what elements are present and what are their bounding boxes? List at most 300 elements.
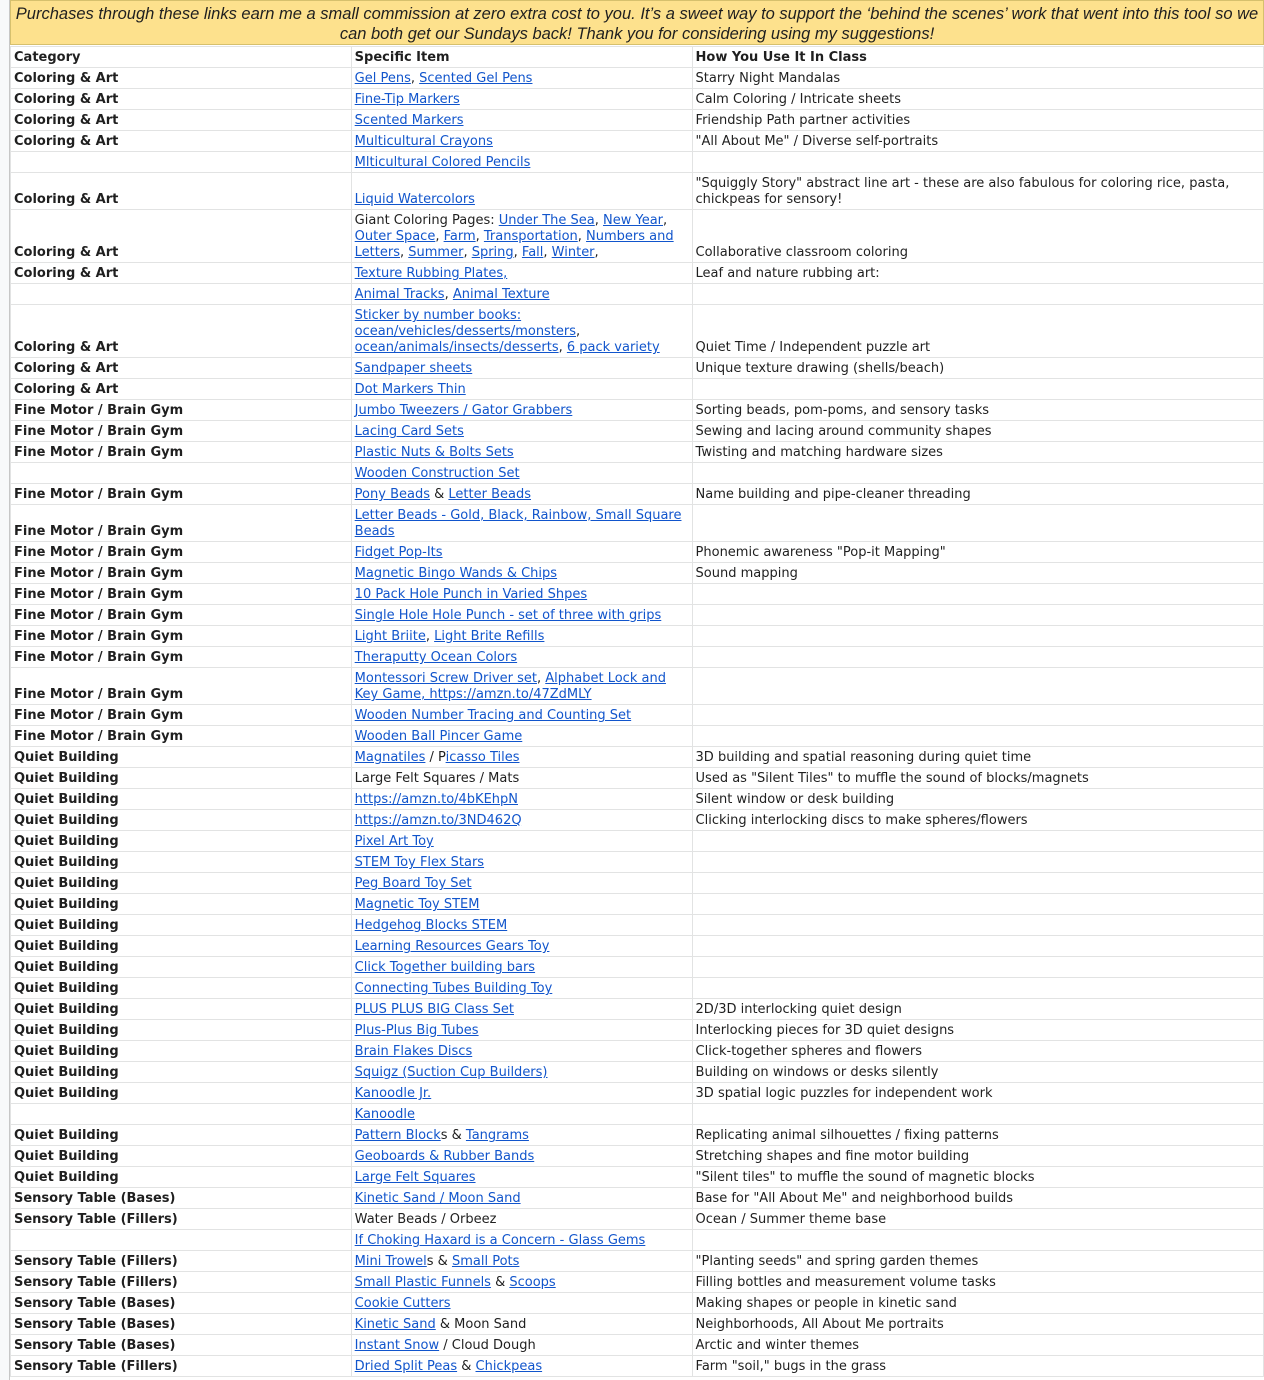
usage-cell: Arctic and winter themes — [692, 1335, 1263, 1356]
specific-item-cell — [351, 542, 692, 563]
item-text: & Moon Sand — [435, 1317, 527, 1332]
usage-cell: Collaborative classroom coloring — [692, 210, 1263, 263]
product-link[interactable]: Scoops — [509, 1275, 556, 1290]
item-text: , — [410, 71, 420, 86]
specific-item-cell — [351, 726, 692, 747]
product-link[interactable]: Wooden Ball Pincer Game — [354, 729, 523, 744]
product-link[interactable]: Small Plastic Funnels — [354, 1275, 491, 1290]
table-row — [11, 1209, 1264, 1230]
item-text: Large Felt Squares / Mats — [354, 771, 520, 786]
item-text: , — [663, 213, 668, 228]
specific-item-cell — [351, 210, 692, 263]
category-cell: Quiet Building — [11, 873, 352, 894]
specific-item-cell — [351, 789, 692, 810]
category-cell: Quiet Building — [11, 1041, 352, 1062]
category-cell: Quiet Building — [11, 1125, 352, 1146]
category-cell: Fine Motor / Brain Gym — [11, 647, 352, 668]
specific-item-cell — [351, 1125, 692, 1146]
product-link[interactable]: Animal Texture — [452, 287, 550, 302]
item-text: s & — [426, 1254, 452, 1269]
table-row — [11, 173, 1264, 210]
table-row — [11, 379, 1264, 400]
item-text: , — [463, 245, 472, 260]
specific-item-cell — [351, 1251, 692, 1272]
product-link[interactable]: Brain Flakes Discs — [354, 1044, 473, 1059]
table-row — [11, 626, 1264, 647]
table-row — [11, 305, 1264, 358]
table-row — [11, 89, 1264, 110]
usage-cell — [692, 463, 1263, 484]
specific-item-cell — [351, 563, 692, 584]
specific-item-cell — [351, 1020, 692, 1041]
product-link[interactable]: Sticker by number books: ocean/vehicles/desserts/monsters — [354, 308, 577, 339]
specific-item-cell — [351, 831, 692, 852]
category-cell: Fine Motor / Brain Gym — [11, 400, 352, 421]
table-row — [11, 957, 1264, 978]
usage-cell — [692, 936, 1263, 957]
item-text: Water Beads / Orbeez — [354, 1212, 497, 1227]
product-link[interactable]: ocean/animals/insects/desserts — [354, 340, 559, 355]
specific-item-cell — [351, 173, 692, 210]
table-row — [11, 852, 1264, 873]
item-text: , — [576, 324, 581, 339]
table-row — [11, 810, 1264, 831]
specific-item-cell — [351, 484, 692, 505]
specific-item-cell — [351, 1356, 692, 1377]
item-text: / P — [425, 750, 446, 765]
table-row — [11, 831, 1264, 852]
usage-cell — [692, 1230, 1263, 1251]
product-link[interactable]: Light Brite Refills — [434, 629, 545, 644]
table-row — [11, 505, 1264, 542]
usage-cell: 3D building and spatial reasoning during quiet time — [692, 747, 1263, 768]
table-row — [11, 999, 1264, 1020]
table-row — [11, 1356, 1264, 1377]
usage-cell: Interlocking pieces for 3D quiet designs — [692, 1020, 1263, 1041]
usage-cell: Making shapes or people in kinetic sand — [692, 1293, 1263, 1314]
usage-cell — [692, 726, 1263, 747]
product-link[interactable]: Chickpeas — [475, 1359, 543, 1374]
usage-cell: Farm "soil," bugs in the grass — [692, 1356, 1263, 1377]
category-cell: Fine Motor / Brain Gym — [11, 563, 352, 584]
table-row — [11, 463, 1264, 484]
product-link[interactable]: Numbers and Letters — [354, 229, 674, 260]
product-link[interactable]: Cookie Cutters — [354, 1296, 451, 1311]
product-link[interactable]: Under The Sea — [498, 213, 595, 228]
category-cell: Sensory Table (Fillers) — [11, 1272, 352, 1293]
product-link[interactable]: Mlticultural Colored Pencils — [354, 155, 531, 170]
category-cell: Sensory Table (Fillers) — [11, 1251, 352, 1272]
specific-item-cell — [351, 1083, 692, 1104]
category-cell: Sensory Table (Bases) — [11, 1335, 352, 1356]
supplies-table — [10, 46, 1264, 1377]
product-link[interactable]: Kinetic Sand / Moon Sand — [354, 1191, 521, 1206]
usage-cell: Quiet Time / Independent puzzle art — [692, 305, 1263, 358]
table-row — [11, 1314, 1264, 1335]
usage-cell — [692, 873, 1263, 894]
table-row — [11, 110, 1264, 131]
specific-item-cell — [351, 894, 692, 915]
product-link[interactable]: Fall — [521, 245, 544, 260]
product-link[interactable]: Spring — [471, 245, 514, 260]
usage-cell — [692, 957, 1263, 978]
specific-item-cell — [351, 284, 692, 305]
item-text: , — [435, 229, 444, 244]
product-link[interactable]: Letter Beads - Gold, Black, Rainbow, Small Square Beads — [354, 508, 682, 539]
table-row — [11, 400, 1264, 421]
specific-item-cell — [351, 1293, 692, 1314]
usage-cell — [692, 647, 1263, 668]
table-row — [11, 1167, 1264, 1188]
product-link[interactable]: Tangrams — [465, 1128, 529, 1143]
product-link[interactable]: Dried Split Peas — [354, 1359, 458, 1374]
usage-cell: Used as "Silent Tiles" to muffle the sound of blocks/magnets — [692, 768, 1263, 789]
usage-cell: Unique texture drawing (shells/beach) — [692, 358, 1263, 379]
table-row — [11, 1230, 1264, 1251]
usage-cell — [692, 584, 1263, 605]
product-link[interactable]: icasso Tiles — [445, 750, 520, 765]
product-link[interactable]: Small Pots — [451, 1254, 520, 1269]
usage-cell: Replicating animal silhouettes / fixing patterns — [692, 1125, 1263, 1146]
product-link[interactable]: Outer Space — [354, 229, 436, 244]
category-cell: Quiet Building — [11, 810, 352, 831]
usage-cell: Sorting beads, pom-poms, and sensory tasks — [692, 400, 1263, 421]
specific-item-cell — [351, 400, 692, 421]
usage-cell: Friendship Path partner activities — [692, 110, 1263, 131]
product-link[interactable]: Pattern Block — [354, 1128, 441, 1143]
product-link[interactable]: 10 Pack Hole Punch in Varied Shpes — [354, 587, 588, 602]
specific-item-cell — [351, 505, 692, 542]
category-cell: Quiet Building — [11, 747, 352, 768]
category-cell: Coloring & Art — [11, 68, 352, 89]
category-cell — [11, 1230, 352, 1251]
header-specific-item: Specific Item — [351, 47, 692, 68]
category-cell: Fine Motor / Brain Gym — [11, 421, 352, 442]
product-link[interactable]: Geoboards & Rubber Bands — [354, 1149, 535, 1164]
usage-cell: 2D/3D interlocking quiet design — [692, 999, 1263, 1020]
specific-item-cell — [351, 978, 692, 999]
table-row — [11, 1020, 1264, 1041]
table-row — [11, 152, 1264, 173]
table-row — [11, 131, 1264, 152]
specific-item-cell — [351, 768, 692, 789]
item-text: , — [537, 671, 546, 686]
category-cell: Quiet Building — [11, 1083, 352, 1104]
table-row — [11, 747, 1264, 768]
usage-cell: Starry Night Mandalas — [692, 68, 1263, 89]
product-link[interactable]: If Choking Haxard is a Concern - Glass Gems — [354, 1233, 646, 1248]
product-link[interactable]: Summer — [408, 245, 464, 260]
specific-item-cell — [351, 647, 692, 668]
category-cell: Quiet Building — [11, 936, 352, 957]
product-link[interactable]: Alphabet Lock and Key Game, https://amzn.to/47ZdMLY — [354, 671, 666, 702]
product-link[interactable]: Scented Markers — [354, 113, 464, 128]
product-link[interactable]: Transportation — [483, 229, 578, 244]
category-cell: Quiet Building — [11, 1146, 352, 1167]
table-row — [11, 768, 1264, 789]
table-row — [11, 542, 1264, 563]
product-link[interactable]: Large Felt Squares — [354, 1170, 476, 1185]
usage-cell: Ocean / Summer theme base — [692, 1209, 1263, 1230]
table-row — [11, 584, 1264, 605]
usage-cell: Sewing and lacing around community shapes — [692, 421, 1263, 442]
product-link[interactable]: Jumbo Tweezers / Gator Grabbers — [354, 403, 573, 418]
specific-item-cell — [351, 747, 692, 768]
category-cell: Sensory Table (Bases) — [11, 1188, 352, 1209]
usage-cell: Leaf and nature rubbing art: — [692, 263, 1263, 284]
item-text: , — [543, 245, 552, 260]
specific-item-cell — [351, 110, 692, 131]
category-cell: Coloring & Art — [11, 89, 352, 110]
table-row — [11, 1293, 1264, 1314]
specific-item-cell — [351, 852, 692, 873]
product-link[interactable]: Plastic Nuts & Bolts Sets — [354, 445, 514, 460]
product-link[interactable]: PLUS PLUS BIG Class Set — [354, 1002, 514, 1017]
product-link[interactable]: Magnatiles — [354, 750, 426, 765]
specific-item-cell — [351, 379, 692, 400]
specific-item-cell — [351, 421, 692, 442]
product-link[interactable]: 6 pack variety — [566, 340, 660, 355]
category-cell: Fine Motor / Brain Gym — [11, 484, 352, 505]
table-row — [11, 1188, 1264, 1209]
specific-item-cell — [351, 626, 692, 647]
category-cell: Quiet Building — [11, 999, 352, 1020]
product-link[interactable]: Kanoodle — [354, 1107, 415, 1122]
category-cell: Fine Motor / Brain Gym — [11, 705, 352, 726]
specific-item-cell — [351, 1167, 692, 1188]
specific-item-cell — [351, 810, 692, 831]
product-link[interactable]: Fidget Pop-Its — [354, 545, 443, 560]
product-link[interactable]: Kanoodle Jr. — [354, 1086, 432, 1101]
product-link[interactable]: Single Hole Hole Punch - set of three with grips — [354, 608, 662, 623]
product-link[interactable]: Gel Pens — [354, 71, 411, 86]
specific-item-cell — [351, 1146, 692, 1167]
category-cell: Sensory Table (Bases) — [11, 1293, 352, 1314]
category-cell: Coloring & Art — [11, 379, 352, 400]
usage-cell — [692, 894, 1263, 915]
specific-item-cell — [351, 936, 692, 957]
category-cell: Coloring & Art — [11, 263, 352, 284]
table-row — [11, 563, 1264, 584]
product-link[interactable]: Instant Snow — [354, 1338, 440, 1353]
specific-item-cell — [351, 1272, 692, 1293]
table-row — [11, 263, 1264, 284]
usage-cell: 3D spatial logic puzzles for independent work — [692, 1083, 1263, 1104]
usage-cell: Stretching shapes and fine motor building — [692, 1146, 1263, 1167]
product-link[interactable]: Scented Gel Pens — [419, 71, 533, 86]
category-cell: Quiet Building — [11, 1062, 352, 1083]
item-text: , — [594, 213, 604, 228]
category-cell: Quiet Building — [11, 831, 352, 852]
usage-cell — [692, 284, 1263, 305]
table-row — [11, 1251, 1264, 1272]
category-cell: Fine Motor / Brain Gym — [11, 668, 352, 705]
product-link[interactable]: Hedgehog Blocks STEM — [354, 918, 508, 933]
category-cell — [11, 1104, 352, 1125]
usage-cell: Clicking interlocking discs to make spheres/flowers — [692, 810, 1263, 831]
product-link[interactable]: Learning Resources Gears Toy — [354, 939, 550, 954]
usage-cell: Calm Coloring / Intricate sheets — [692, 89, 1263, 110]
product-link[interactable]: Kinetic Sand — [354, 1317, 436, 1332]
usage-cell: Neighborhoods, All About Me portraits — [692, 1314, 1263, 1335]
table-row — [11, 358, 1264, 379]
item-text: , — [444, 287, 453, 302]
category-cell — [11, 284, 352, 305]
category-cell: Fine Motor / Brain Gym — [11, 726, 352, 747]
product-link[interactable]: Magnetic Toy STEM — [354, 897, 480, 912]
category-cell: Coloring & Art — [11, 358, 352, 379]
item-text: , — [558, 340, 567, 355]
header-row — [11, 47, 1264, 68]
specific-item-cell — [351, 152, 692, 173]
usage-cell — [692, 605, 1263, 626]
product-link[interactable]: Liquid Watercolors — [354, 192, 475, 207]
product-link[interactable]: Texture Rubbing Plates, — [354, 266, 508, 281]
product-link[interactable]: Click Together building bars — [354, 960, 536, 975]
product-link[interactable]: Multicultural Crayons — [354, 134, 493, 149]
table-row — [11, 647, 1264, 668]
product-link[interactable]: Sandpaper sheets — [354, 361, 473, 376]
row-header-gutter — [0, 0, 10, 1380]
specific-item-cell — [351, 442, 692, 463]
specific-item-cell — [351, 1041, 692, 1062]
product-link[interactable]: Fine-Tip Markers — [354, 92, 460, 107]
specific-item-cell — [351, 1209, 692, 1230]
specific-item-cell — [351, 1314, 692, 1335]
table-row — [11, 1041, 1264, 1062]
table-row — [11, 705, 1264, 726]
table-row — [11, 915, 1264, 936]
product-link[interactable]: New Year — [603, 213, 664, 228]
category-cell: Quiet Building — [11, 768, 352, 789]
table-row — [11, 1272, 1264, 1293]
usage-cell — [692, 668, 1263, 705]
usage-cell: "All About Me" / Diverse self-portraits — [692, 131, 1263, 152]
specific-item-cell — [351, 131, 692, 152]
category-cell: Quiet Building — [11, 915, 352, 936]
product-link[interactable]: Pony Beads — [354, 487, 430, 502]
product-link[interactable]: Lacing Card Sets — [354, 424, 464, 439]
category-cell — [11, 152, 352, 173]
usage-cell: "Silent tiles" to muffle the sound of magnetic blocks — [692, 1167, 1263, 1188]
category-cell: Sensory Table (Fillers) — [11, 1356, 352, 1377]
product-link[interactable]: Dot Markers Thin — [354, 382, 466, 397]
table-row — [11, 726, 1264, 747]
product-link[interactable]: Animal Tracks — [354, 287, 445, 302]
item-text: Giant Coloring Pages: — [354, 213, 499, 228]
category-cell: Fine Motor / Brain Gym — [11, 505, 352, 542]
product-link[interactable]: Plus-Plus Big Tubes — [354, 1023, 479, 1038]
category-cell: Coloring & Art — [11, 110, 352, 131]
usage-cell — [692, 705, 1263, 726]
product-link[interactable]: STEM Toy Flex Stars — [354, 855, 485, 870]
table-row — [11, 284, 1264, 305]
product-link[interactable]: Theraputty Ocean Colors — [354, 650, 518, 665]
table-row — [11, 68, 1264, 89]
product-link[interactable]: Squigz (Suction Cup Builders) — [354, 1065, 548, 1080]
category-cell: Quiet Building — [11, 978, 352, 999]
usage-cell: Phonemic awareness "Pop-it Mapping" — [692, 542, 1263, 563]
usage-cell — [692, 915, 1263, 936]
item-text: , — [475, 229, 484, 244]
product-link[interactable]: Connecting Tubes Building Toy — [354, 981, 553, 996]
usage-cell — [692, 1104, 1263, 1125]
product-link[interactable]: Pixel Art Toy — [354, 834, 434, 849]
specific-item-cell — [351, 1104, 692, 1125]
specific-item-cell — [351, 873, 692, 894]
specific-item-cell — [351, 668, 692, 705]
usage-cell: Twisting and matching hardware sizes — [692, 442, 1263, 463]
specific-item-cell — [351, 1335, 692, 1356]
table-row — [11, 1146, 1264, 1167]
product-link[interactable]: Wooden Number Tracing and Counting Set — [354, 708, 632, 723]
category-cell: Quiet Building — [11, 957, 352, 978]
product-link[interactable]: Peg Board Toy Set — [354, 876, 472, 891]
product-link[interactable]: Magnetic Bingo Wands & Chips — [354, 566, 558, 581]
specific-item-cell — [351, 1062, 692, 1083]
category-cell: Fine Motor / Brain Gym — [11, 605, 352, 626]
item-text: , — [513, 245, 522, 260]
header-category: Category — [11, 47, 352, 68]
specific-item-cell — [351, 605, 692, 626]
table-row — [11, 1062, 1264, 1083]
specific-item-cell — [351, 1230, 692, 1251]
affiliate-disclaimer-banner: Purchases through these links earn me a small commission at zero extra cost to you. It’s a sweet way to support the ‘behind the scenes’ work that went into this tool so we can both get our Sundays back! Thank you for considering using my suggestions! — [10, 0, 1264, 45]
item-text: & — [490, 1275, 510, 1290]
item-text: / Cloud Dough — [439, 1338, 536, 1353]
product-link[interactable]: Letter Beads — [448, 487, 531, 502]
product-link[interactable]: Mini Trowel — [354, 1254, 427, 1269]
usage-cell: Silent window or desk building — [692, 789, 1263, 810]
item-text: , — [400, 245, 409, 260]
usage-cell: "Planting seeds" and spring garden themes — [692, 1251, 1263, 1272]
product-link[interactable]: Wooden Construction Set — [354, 466, 520, 481]
product-link[interactable]: Light Briite — [354, 629, 426, 644]
specific-item-cell — [351, 463, 692, 484]
specific-item-cell — [351, 358, 692, 379]
product-link[interactable]: Farm — [443, 229, 476, 244]
product-link[interactable]: https://amzn.to/4bKEhpN — [354, 792, 519, 807]
table-row — [11, 894, 1264, 915]
specific-item-cell — [351, 915, 692, 936]
usage-cell: Filling bottles and measurement volume tasks — [692, 1272, 1263, 1293]
usage-cell: Name building and pipe-cleaner threading — [692, 484, 1263, 505]
specific-item-cell — [351, 999, 692, 1020]
category-cell: Fine Motor / Brain Gym — [11, 542, 352, 563]
table-row — [11, 668, 1264, 705]
category-cell: Quiet Building — [11, 852, 352, 873]
product-link[interactable]: Winter — [551, 245, 595, 260]
usage-cell — [692, 852, 1263, 873]
category-cell: Coloring & Art — [11, 210, 352, 263]
specific-item-cell — [351, 957, 692, 978]
table-row — [11, 978, 1264, 999]
product-link[interactable]: Montessori Screw Driver set — [354, 671, 537, 686]
category-cell: Coloring & Art — [11, 305, 352, 358]
product-link[interactable]: https://amzn.to/3ND462Q — [354, 813, 522, 828]
item-text: & — [457, 1359, 476, 1374]
usage-cell: Click-together spheres and flowers — [692, 1041, 1263, 1062]
header-how-you-use: How You Use It In Class — [692, 47, 1263, 68]
usage-cell — [692, 152, 1263, 173]
specific-item-cell — [351, 1188, 692, 1209]
table-row — [11, 1104, 1264, 1125]
specific-item-cell — [351, 68, 692, 89]
item-text: & — [429, 487, 449, 502]
usage-cell — [692, 978, 1263, 999]
specific-item-cell — [351, 89, 692, 110]
category-cell — [11, 463, 352, 484]
